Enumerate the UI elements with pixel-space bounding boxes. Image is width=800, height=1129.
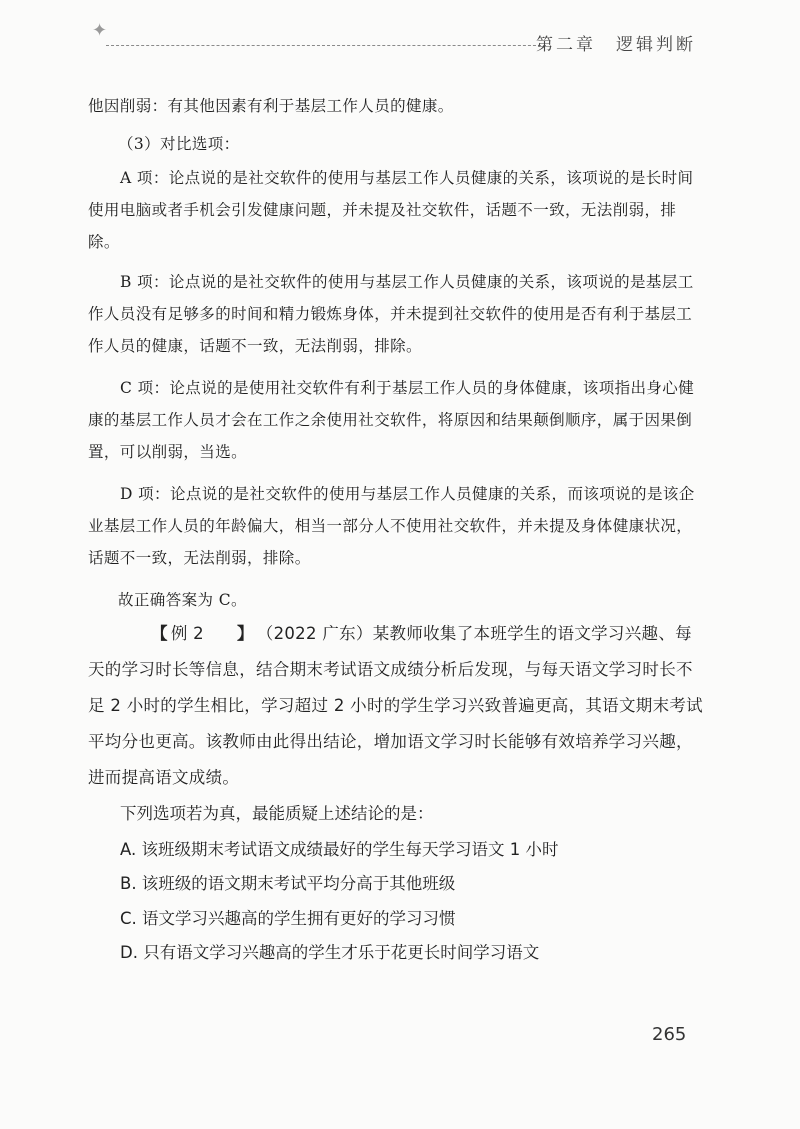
- choice-a: A. 该班级期末考试语文成绩最好的学生每天学习语文 1 小时: [120, 840, 559, 859]
- question-prompt: 下列选项若为真，最能质疑上述结论的是：: [120, 804, 434, 823]
- option-a-analysis: A 项：论点说的是社交软件的使用与基层工作人员健康的关系，该项说的是长时间使用电脑或者手机会引发健康问题，并未提及社交软件，话题不一致，无法削弱，排除。: [88, 169, 694, 251]
- answer-line: 故正确答案为 C。: [118, 591, 247, 609]
- example-label: 例 2: [170, 624, 204, 643]
- example-stem-text: （2022 广东）某教师收集了本班学生的语文学习兴趣、每天的学习时长等信息，结合期末考试语文成绩分析后发现，与每天语文学习时长不足 2 小时的学生相比，学习超过 2 小时的学生学习兴致普遍更高，其语文期末考试平均分也更高。该教师由此得出结论，增加语文学习时长能够有效培养学习兴趣，进而提高语文成绩。: [88, 624, 703, 787]
- weaken-note: 他因削弱：有其他因素有利于基层工作人员的健康。: [88, 97, 454, 115]
- header-rule: [106, 45, 546, 46]
- page-number: 265: [652, 1024, 687, 1045]
- option-d-analysis: D 项：论点说的是社交软件的使用与基层工作人员健康的关系，而该项说的是该企业基层工作人员的年龄偏大，相当一部分人不使用社交软件，并未提及身体健康状况，话题不一致，无法削弱，排除。: [88, 485, 695, 567]
- choice-b: B. 该班级的语文期末考试平均分高于其他班级: [120, 874, 456, 893]
- option-c-analysis: C 项：论点说的是使用社交软件有利于基层工作人员的身体健康，该项指出身心健康的基层工作人员才会在工作之余使用社交软件，将原因和结果颠倒顺序，属于因果倒置，可以削弱，当选。: [88, 379, 695, 461]
- chapter-title: 第二章 逻辑判断: [536, 35, 696, 55]
- choice-d: D. 只有语文学习兴趣高的学生才乐于花更长时间学习语文: [120, 943, 540, 962]
- book-logo-icon: ✦: [92, 20, 108, 41]
- option-b-analysis: B 项：论点说的是社交软件的使用与基层工作人员健康的关系，该项说的是基层工作人员没有足够多的时间和精力锻炼身体，并未提到社交软件的使用是否有利于基层工作人员的健康，话题不一致，无法削弱，排除。: [88, 273, 694, 355]
- example-question-stem: [88, 616, 704, 796]
- example-close-mark: 】: [236, 624, 254, 643]
- example-open-mark: 【: [151, 624, 168, 643]
- step-3-heading: （3）对比选项：: [118, 135, 240, 153]
- choice-c: C. 语文学习兴趣高的学生拥有更好的学习习惯: [120, 909, 456, 928]
- page-header: [92, 20, 696, 55]
